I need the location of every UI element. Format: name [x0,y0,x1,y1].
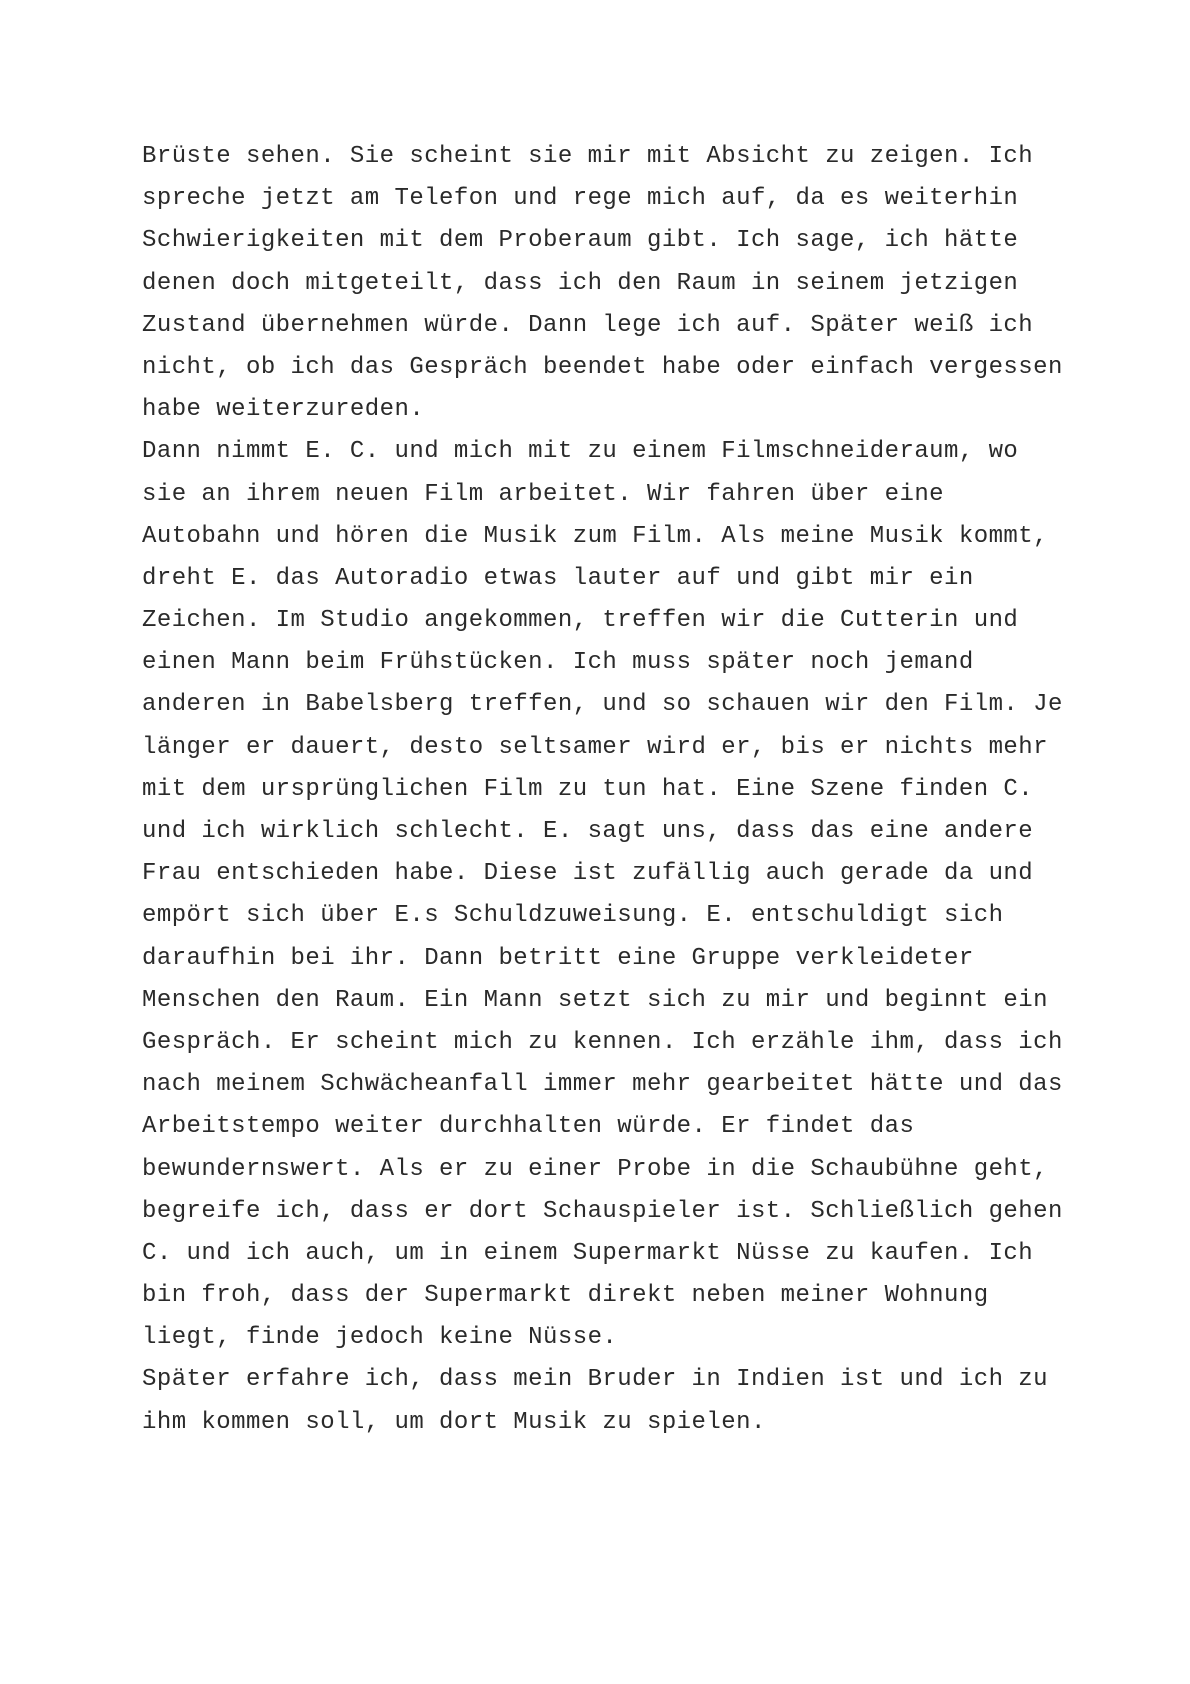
text-line: begreife ich, dass er dort Schauspieler ist. Schließlich gehen [142,1197,1063,1225]
text-line: und ich wirklich schlecht. E. sagt uns, dass das eine andere [142,818,1034,845]
text-line: liegt, finde jedoch keine Nüsse. [142,1324,618,1352]
text-line: bin froh, dass der Supermarkt direkt neben meiner Wohnung [142,1282,989,1310]
text-line: daraufhin bei ihr. Dann betritt eine Gruppe verkleideter [142,944,974,972]
text-line: Frau entschieden habe. Diese ist zufällig auch gerade da und [142,860,1034,888]
text-line: Menschen den Raum. Ein Mann setzt sich zu mir und beginnt ein [142,986,1048,1014]
text-line: ihm kommen soll, um dort Musik zu spielen. [142,1408,766,1436]
text-line: länger er dauert, desto seltsamer wird er, bis er nichts mehr [142,733,1048,761]
text-line: Schwierigkeiten mit dem Proberaum gibt. Ich sage, ich hätte [142,227,1019,255]
text-line: nicht, ob ich das Gespräch beendet habe oder einfach vergessen [142,353,1063,381]
text-line: bewundernswert. Als er zu einer Probe in die Schaubühne geht, [142,1155,1048,1183]
text-line: spreche jetzt am Telefon und rege mich auf, da es weiterhin [142,185,1019,213]
text-line: Brüste sehen. Sie scheint sie mir mit Absicht zu zeigen. Ich [142,143,1034,170]
text-line: C. und ich auch, um in einem Supermarkt Nüsse zu kaufen. Ich [142,1239,1034,1267]
text-line: nach meinem Schwächeanfall immer mehr gearbeitet hätte und das [142,1071,1063,1099]
text-line: habe weiterzureden. [142,396,425,424]
text-line: Später erfahre ich, dass mein Bruder in Indien ist und ich zu [142,1366,1048,1394]
text-line: denen doch mitgeteilt, dass ich den Raum in seinem jetzigen [142,269,1019,297]
text-line: Zeichen. Im Studio angekommen, treffen wir die Cutterin und [142,607,1019,635]
text-line: Arbeitstempo weiter durchhalten würde. Er findet das [142,1113,915,1141]
text-line: einen Mann beim Frühstücken. Ich muss später noch jemand [142,649,974,677]
text-line: mit dem ursprünglichen Film zu tun hat. Eine Szene finden C. [142,775,1034,803]
text-line: Gespräch. Er scheint mich zu kennen. Ich erzähle ihm, dass ich [142,1028,1063,1056]
text-line: Autobahn und hören die Musik zum Film. Als meine Musik kommt, [142,522,1048,550]
text-line: Zustand übernehmen würde. Dann lege ich auf. Später weiß ich [142,311,1034,339]
text-line: anderen in Babelsberg treffen, und so schauen wir den Film. Je [142,691,1063,719]
text-line: dreht E. das Autoradio etwas lauter auf und gibt mir ein [142,564,974,592]
text-line: empört sich über E.s Schuldzuweisung. E. entschuldigt sich [142,902,1004,930]
body-text [142,136,1102,1444]
text-line: Dann nimmt E. C. und mich mit zu einem Filmschneideraum, wo [142,438,1019,466]
text-line: sie an ihrem neuen Film arbeitet. Wir fahren über eine [142,480,945,508]
